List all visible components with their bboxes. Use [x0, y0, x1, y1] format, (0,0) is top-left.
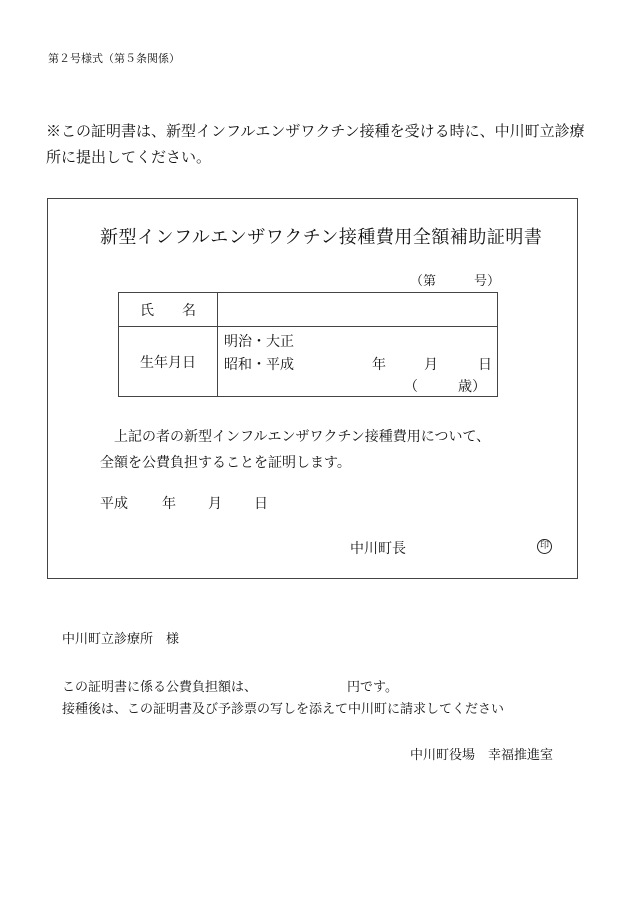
era-options-line2: 昭和・平成	[224, 357, 294, 373]
name-label: 氏 名	[119, 293, 218, 327]
number-close: 号）	[474, 274, 501, 289]
name-field[interactable]	[218, 293, 498, 327]
issue-day-unit: 日	[254, 496, 268, 512]
certificate-title: 新型インフルエンザワクチン接種費用全額補助証明書	[100, 227, 543, 248]
amount-suffix: 円です。	[347, 680, 398, 695]
submission-notice: ※この証明書は、新型インフルエンザワクチン接種を受ける時に、中川町立診療所に提出してください。	[46, 122, 585, 166]
public-cost-note	[62, 676, 398, 695]
department-name: 中川町役場 幸福推進室	[410, 748, 554, 763]
birthdate-field[interactable]	[218, 327, 498, 397]
issue-year-unit: 年	[162, 496, 176, 512]
certificate-body-line2: 全額を公費負担することを証明します。	[100, 455, 351, 471]
billing-note: 接種後は、この証明書及び予診票の写しを添えて中川町に請求してください	[62, 702, 505, 717]
birth-day-unit: 日	[478, 357, 492, 373]
era-options-line1: 明治・大正	[224, 334, 294, 350]
addressee: 中川町立診療所 様	[62, 632, 180, 647]
certificate-number	[410, 270, 500, 289]
issue-date	[100, 493, 268, 513]
seal-mark: 印	[537, 539, 552, 554]
birthdate-label: 生年月日	[119, 327, 218, 397]
certificate-body	[100, 424, 490, 476]
issuer-name: 中川町長	[350, 541, 406, 557]
age-close: 歳）	[458, 379, 486, 395]
birth-year-unit: 年	[372, 357, 386, 373]
issue-era: 平成	[100, 496, 128, 512]
birth-month-unit: 月	[424, 357, 438, 373]
issue-month-unit: 月	[208, 496, 222, 512]
number-open: （第	[410, 274, 437, 289]
recipient-info-table	[118, 292, 498, 397]
amount-prefix: この証明書に係る公費負担額は、	[62, 680, 258, 695]
form-number: 第２号様式（第５条関係）	[48, 52, 180, 65]
certificate-body-line1: 上記の者の新型インフルエンザワクチン接種費用について、	[114, 429, 491, 445]
age-open: （	[404, 379, 418, 395]
